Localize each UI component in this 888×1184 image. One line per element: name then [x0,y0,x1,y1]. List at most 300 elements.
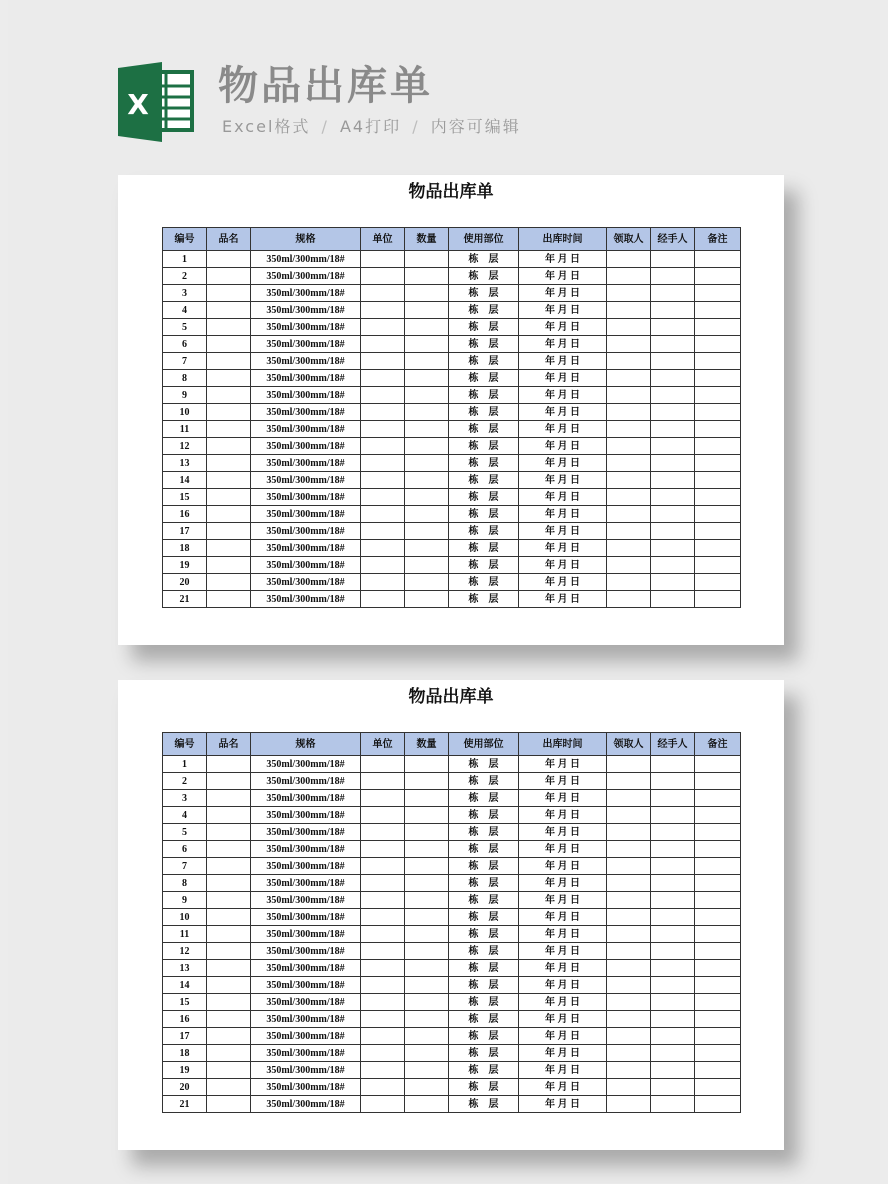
table-cell[interactable]: 年 月 日 [519,994,607,1011]
table-cell[interactable] [405,841,449,858]
table-cell[interactable]: 350ml/300mm/18# [251,1045,361,1062]
table-cell[interactable]: 9 [163,892,207,909]
table-cell[interactable]: 栋 层 [449,1096,519,1113]
table-cell[interactable]: 栋 层 [449,858,519,875]
table-cell[interactable]: 350ml/300mm/18# [251,994,361,1011]
table-cell[interactable]: 350ml/300mm/18# [251,875,361,892]
table-cell[interactable] [651,285,695,302]
table-cell[interactable]: 年 月 日 [519,807,607,824]
table-cell[interactable]: 8 [163,875,207,892]
table-cell[interactable] [361,557,405,574]
table-cell[interactable]: 4 [163,807,207,824]
table-cell[interactable] [607,1045,651,1062]
table-cell[interactable]: 年 月 日 [519,977,607,994]
table-cell[interactable] [207,1028,251,1045]
table-cell[interactable]: 350ml/300mm/18# [251,790,361,807]
table-cell[interactable]: 栋 层 [449,994,519,1011]
table-cell[interactable] [361,909,405,926]
table-cell[interactable] [607,336,651,353]
table-cell[interactable] [651,336,695,353]
table-cell[interactable] [607,1011,651,1028]
table-cell[interactable] [695,807,741,824]
table-cell[interactable] [405,540,449,557]
table-cell[interactable] [207,438,251,455]
table-cell[interactable]: 350ml/300mm/18# [251,404,361,421]
table-cell[interactable] [405,1045,449,1062]
table-cell[interactable] [695,926,741,943]
table-cell[interactable] [695,472,741,489]
table-cell[interactable] [207,892,251,909]
table-cell[interactable]: 年 月 日 [519,1011,607,1028]
table-cell[interactable] [695,756,741,773]
table-cell[interactable]: 8 [163,370,207,387]
table-cell[interactable]: 年 月 日 [519,353,607,370]
table-cell[interactable]: 栋 层 [449,773,519,790]
table-cell[interactable]: 栋 层 [449,353,519,370]
table-cell[interactable] [651,756,695,773]
table-cell[interactable]: 年 月 日 [519,790,607,807]
table-cell[interactable]: 5 [163,824,207,841]
table-cell[interactable] [651,1079,695,1096]
table-cell[interactable]: 350ml/300mm/18# [251,319,361,336]
table-cell[interactable] [695,960,741,977]
table-cell[interactable] [207,540,251,557]
table-cell[interactable]: 21 [163,591,207,608]
table-cell[interactable]: 年 月 日 [519,591,607,608]
table-cell[interactable] [405,489,449,506]
table-cell[interactable]: 21 [163,1096,207,1113]
table-cell[interactable] [695,319,741,336]
table-cell[interactable]: 350ml/300mm/18# [251,302,361,319]
table-cell[interactable] [207,1062,251,1079]
table-cell[interactable] [651,1096,695,1113]
table-cell[interactable] [207,404,251,421]
table-cell[interactable] [695,943,741,960]
table-cell[interactable]: 350ml/300mm/18# [251,858,361,875]
table-cell[interactable] [607,756,651,773]
table-cell[interactable] [607,404,651,421]
table-cell[interactable]: 栋 层 [449,1045,519,1062]
table-cell[interactable] [405,977,449,994]
table-cell[interactable] [361,591,405,608]
table-cell[interactable]: 栋 层 [449,1079,519,1096]
table-cell[interactable] [207,472,251,489]
table-cell[interactable] [361,1096,405,1113]
table-cell[interactable] [405,421,449,438]
table-cell[interactable]: 17 [163,1028,207,1045]
table-cell[interactable] [361,824,405,841]
table-cell[interactable] [361,574,405,591]
table-cell[interactable] [361,472,405,489]
table-cell[interactable] [405,285,449,302]
table-cell[interactable] [695,268,741,285]
table-cell[interactable]: 350ml/300mm/18# [251,926,361,943]
table-cell[interactable] [361,977,405,994]
table-cell[interactable] [405,1011,449,1028]
table-cell[interactable] [651,387,695,404]
table-cell[interactable] [361,336,405,353]
table-cell[interactable] [207,523,251,540]
table-cell[interactable] [607,472,651,489]
table-cell[interactable] [405,960,449,977]
table-cell[interactable] [651,370,695,387]
table-cell[interactable] [207,506,251,523]
table-cell[interactable] [695,1096,741,1113]
table-cell[interactable]: 年 月 日 [519,268,607,285]
table-cell[interactable] [695,421,741,438]
table-cell[interactable]: 年 月 日 [519,370,607,387]
table-cell[interactable] [607,489,651,506]
table-cell[interactable] [361,807,405,824]
table-cell[interactable] [607,557,651,574]
table-cell[interactable] [207,302,251,319]
table-cell[interactable] [361,1045,405,1062]
table-cell[interactable] [607,370,651,387]
table-cell[interactable] [361,540,405,557]
table-cell[interactable]: 350ml/300mm/18# [251,336,361,353]
table-cell[interactable]: 年 月 日 [519,336,607,353]
table-cell[interactable]: 350ml/300mm/18# [251,960,361,977]
table-cell[interactable]: 350ml/300mm/18# [251,1011,361,1028]
table-cell[interactable]: 350ml/300mm/18# [251,807,361,824]
table-cell[interactable] [695,404,741,421]
table-cell[interactable] [695,909,741,926]
table-cell[interactable] [651,807,695,824]
table-cell[interactable]: 350ml/300mm/18# [251,574,361,591]
table-cell[interactable] [361,841,405,858]
table-cell[interactable]: 年 月 日 [519,387,607,404]
table-cell[interactable] [207,574,251,591]
table-cell[interactable]: 年 月 日 [519,523,607,540]
table-cell[interactable] [651,841,695,858]
table-cell[interactable]: 4 [163,302,207,319]
table-cell[interactable]: 年 月 日 [519,472,607,489]
table-cell[interactable] [207,824,251,841]
table-cell[interactable]: 20 [163,1079,207,1096]
table-cell[interactable]: 年 月 日 [519,506,607,523]
table-cell[interactable]: 350ml/300mm/18# [251,557,361,574]
table-cell[interactable] [405,994,449,1011]
table-cell[interactable] [361,994,405,1011]
table-cell[interactable] [651,909,695,926]
table-cell[interactable] [695,387,741,404]
table-cell[interactable]: 13 [163,455,207,472]
table-cell[interactable] [607,1062,651,1079]
table-cell[interactable]: 17 [163,523,207,540]
table-cell[interactable] [207,591,251,608]
table-cell[interactable]: 栋 层 [449,251,519,268]
table-cell[interactable] [207,421,251,438]
table-cell[interactable]: 栋 层 [449,574,519,591]
table-cell[interactable]: 年 月 日 [519,489,607,506]
table-cell[interactable] [651,268,695,285]
table-cell[interactable]: 年 月 日 [519,285,607,302]
table-cell[interactable] [361,943,405,960]
table-cell[interactable] [361,506,405,523]
table-cell[interactable] [607,926,651,943]
table-cell[interactable] [607,302,651,319]
table-cell[interactable]: 年 月 日 [519,574,607,591]
table-cell[interactable] [651,523,695,540]
table-cell[interactable]: 年 月 日 [519,455,607,472]
table-cell[interactable]: 栋 层 [449,302,519,319]
table-cell[interactable] [651,472,695,489]
table-cell[interactable]: 年 月 日 [519,1079,607,1096]
table-cell[interactable]: 350ml/300mm/18# [251,1096,361,1113]
table-cell[interactable] [405,370,449,387]
table-cell[interactable] [651,353,695,370]
table-cell[interactable] [405,319,449,336]
table-cell[interactable] [695,892,741,909]
table-cell[interactable] [361,353,405,370]
table-cell[interactable] [405,773,449,790]
table-cell[interactable] [607,875,651,892]
table-cell[interactable] [207,875,251,892]
table-cell[interactable] [607,506,651,523]
table-cell[interactable] [695,994,741,1011]
table-cell[interactable] [361,790,405,807]
table-cell[interactable] [607,1096,651,1113]
table-cell[interactable] [651,1045,695,1062]
table-cell[interactable]: 栋 层 [449,875,519,892]
table-cell[interactable] [651,591,695,608]
table-cell[interactable]: 10 [163,909,207,926]
table-cell[interactable]: 350ml/300mm/18# [251,540,361,557]
table-cell[interactable] [361,1062,405,1079]
table-cell[interactable]: 350ml/300mm/18# [251,455,361,472]
table-cell[interactable] [651,540,695,557]
table-cell[interactable] [607,943,651,960]
table-cell[interactable]: 18 [163,540,207,557]
table-cell[interactable] [695,773,741,790]
table-cell[interactable] [695,574,741,591]
table-cell[interactable]: 11 [163,421,207,438]
table-cell[interactable]: 350ml/300mm/18# [251,370,361,387]
table-cell[interactable] [695,353,741,370]
table-cell[interactable] [651,1028,695,1045]
table-cell[interactable] [695,506,741,523]
table-cell[interactable] [607,824,651,841]
table-cell[interactable] [207,909,251,926]
table-cell[interactable] [405,875,449,892]
table-cell[interactable] [607,1079,651,1096]
table-cell[interactable] [361,370,405,387]
table-cell[interactable]: 16 [163,1011,207,1028]
table-cell[interactable]: 栋 层 [449,421,519,438]
table-cell[interactable]: 栋 层 [449,370,519,387]
table-cell[interactable]: 350ml/300mm/18# [251,285,361,302]
table-cell[interactable] [607,909,651,926]
table-cell[interactable] [607,574,651,591]
table-cell[interactable] [405,506,449,523]
table-cell[interactable]: 19 [163,557,207,574]
table-cell[interactable] [361,1028,405,1045]
table-cell[interactable] [405,1079,449,1096]
table-cell[interactable]: 年 月 日 [519,943,607,960]
table-cell[interactable]: 年 月 日 [519,319,607,336]
table-cell[interactable] [695,489,741,506]
table-cell[interactable] [607,841,651,858]
table-cell[interactable] [695,591,741,608]
table-cell[interactable] [405,251,449,268]
table-cell[interactable]: 栋 层 [449,404,519,421]
table-cell[interactable] [651,892,695,909]
table-cell[interactable] [651,302,695,319]
table-cell[interactable] [207,756,251,773]
table-cell[interactable]: 年 月 日 [519,892,607,909]
table-cell[interactable] [207,1011,251,1028]
table-cell[interactable] [207,977,251,994]
table-cell[interactable]: 年 月 日 [519,421,607,438]
table-cell[interactable]: 栋 层 [449,387,519,404]
table-cell[interactable] [405,909,449,926]
table-cell[interactable] [607,523,651,540]
table-cell[interactable] [405,404,449,421]
table-cell[interactable]: 栋 层 [449,1028,519,1045]
table-cell[interactable] [607,387,651,404]
table-cell[interactable]: 14 [163,472,207,489]
table-cell[interactable]: 栋 层 [449,591,519,608]
table-cell[interactable]: 6 [163,841,207,858]
table-cell[interactable] [607,540,651,557]
table-cell[interactable]: 350ml/300mm/18# [251,353,361,370]
table-cell[interactable] [405,472,449,489]
table-cell[interactable]: 350ml/300mm/18# [251,909,361,926]
table-cell[interactable] [651,926,695,943]
table-cell[interactable] [361,1079,405,1096]
table-cell[interactable] [361,438,405,455]
table-cell[interactable]: 年 月 日 [519,858,607,875]
table-cell[interactable] [207,268,251,285]
table-cell[interactable] [207,960,251,977]
table-cell[interactable] [695,1045,741,1062]
table-cell[interactable] [361,319,405,336]
table-cell[interactable] [651,557,695,574]
table-cell[interactable] [361,756,405,773]
table-cell[interactable] [607,285,651,302]
table-cell[interactable] [207,1045,251,1062]
table-cell[interactable]: 3 [163,285,207,302]
table-cell[interactable]: 350ml/300mm/18# [251,438,361,455]
table-cell[interactable]: 栋 层 [449,977,519,994]
table-cell[interactable] [695,438,741,455]
table-cell[interactable] [207,994,251,1011]
table-cell[interactable]: 350ml/300mm/18# [251,1028,361,1045]
table-cell[interactable]: 年 月 日 [519,438,607,455]
table-cell[interactable] [607,455,651,472]
table-cell[interactable] [207,489,251,506]
table-cell[interactable] [607,790,651,807]
table-cell[interactable]: 14 [163,977,207,994]
table-cell[interactable]: 栋 层 [449,841,519,858]
table-cell[interactable] [651,506,695,523]
table-cell[interactable] [405,353,449,370]
table-cell[interactable]: 栋 层 [449,540,519,557]
table-cell[interactable] [651,875,695,892]
table-cell[interactable]: 年 月 日 [519,756,607,773]
table-cell[interactable] [651,858,695,875]
table-cell[interactable]: 12 [163,438,207,455]
table-cell[interactable] [607,807,651,824]
table-cell[interactable] [607,591,651,608]
table-cell[interactable]: 栋 层 [449,472,519,489]
table-cell[interactable]: 15 [163,489,207,506]
table-cell[interactable]: 栋 层 [449,438,519,455]
table-cell[interactable] [361,1011,405,1028]
table-cell[interactable]: 栋 层 [449,824,519,841]
table-cell[interactable] [607,421,651,438]
table-cell[interactable] [405,268,449,285]
table-cell[interactable] [695,285,741,302]
table-cell[interactable]: 年 月 日 [519,302,607,319]
table-cell[interactable]: 栋 层 [449,807,519,824]
table-cell[interactable]: 栋 层 [449,336,519,353]
table-cell[interactable] [695,1062,741,1079]
table-cell[interactable]: 5 [163,319,207,336]
table-cell[interactable]: 栋 层 [449,756,519,773]
table-cell[interactable]: 19 [163,1062,207,1079]
table-cell[interactable] [695,302,741,319]
table-cell[interactable]: 350ml/300mm/18# [251,824,361,841]
table-cell[interactable] [607,353,651,370]
table-cell[interactable]: 350ml/300mm/18# [251,773,361,790]
table-cell[interactable]: 350ml/300mm/18# [251,251,361,268]
table-cell[interactable] [695,790,741,807]
table-cell[interactable]: 350ml/300mm/18# [251,841,361,858]
table-cell[interactable] [651,438,695,455]
table-cell[interactable] [405,926,449,943]
table-cell[interactable] [607,994,651,1011]
table-cell[interactable]: 栋 层 [449,285,519,302]
table-cell[interactable] [207,1096,251,1113]
table-cell[interactable] [651,1011,695,1028]
table-cell[interactable] [695,841,741,858]
table-cell[interactable]: 栋 层 [449,960,519,977]
table-cell[interactable]: 年 月 日 [519,841,607,858]
table-cell[interactable] [405,1096,449,1113]
table-cell[interactable]: 350ml/300mm/18# [251,977,361,994]
table-cell[interactable]: 栋 层 [449,557,519,574]
table-cell[interactable] [607,977,651,994]
table-cell[interactable]: 350ml/300mm/18# [251,489,361,506]
table-cell[interactable]: 9 [163,387,207,404]
table-cell[interactable]: 13 [163,960,207,977]
table-cell[interactable]: 栋 层 [449,523,519,540]
table-cell[interactable]: 年 月 日 [519,1045,607,1062]
table-cell[interactable]: 栋 层 [449,892,519,909]
table-cell[interactable] [207,370,251,387]
table-cell[interactable]: 350ml/300mm/18# [251,421,361,438]
table-cell[interactable] [405,387,449,404]
table-cell[interactable] [405,807,449,824]
table-cell[interactable] [695,1011,741,1028]
table-cell[interactable] [361,773,405,790]
table-cell[interactable]: 栋 层 [449,319,519,336]
table-cell[interactable] [361,892,405,909]
table-cell[interactable] [405,756,449,773]
table-cell[interactable] [361,960,405,977]
table-cell[interactable]: 年 月 日 [519,404,607,421]
table-cell[interactable]: 栋 层 [449,489,519,506]
table-cell[interactable]: 年 月 日 [519,1062,607,1079]
table-cell[interactable]: 350ml/300mm/18# [251,756,361,773]
table-cell[interactable] [361,302,405,319]
table-cell[interactable] [607,319,651,336]
table-cell[interactable] [695,824,741,841]
table-cell[interactable]: 350ml/300mm/18# [251,591,361,608]
table-cell[interactable]: 350ml/300mm/18# [251,943,361,960]
table-cell[interactable]: 350ml/300mm/18# [251,268,361,285]
